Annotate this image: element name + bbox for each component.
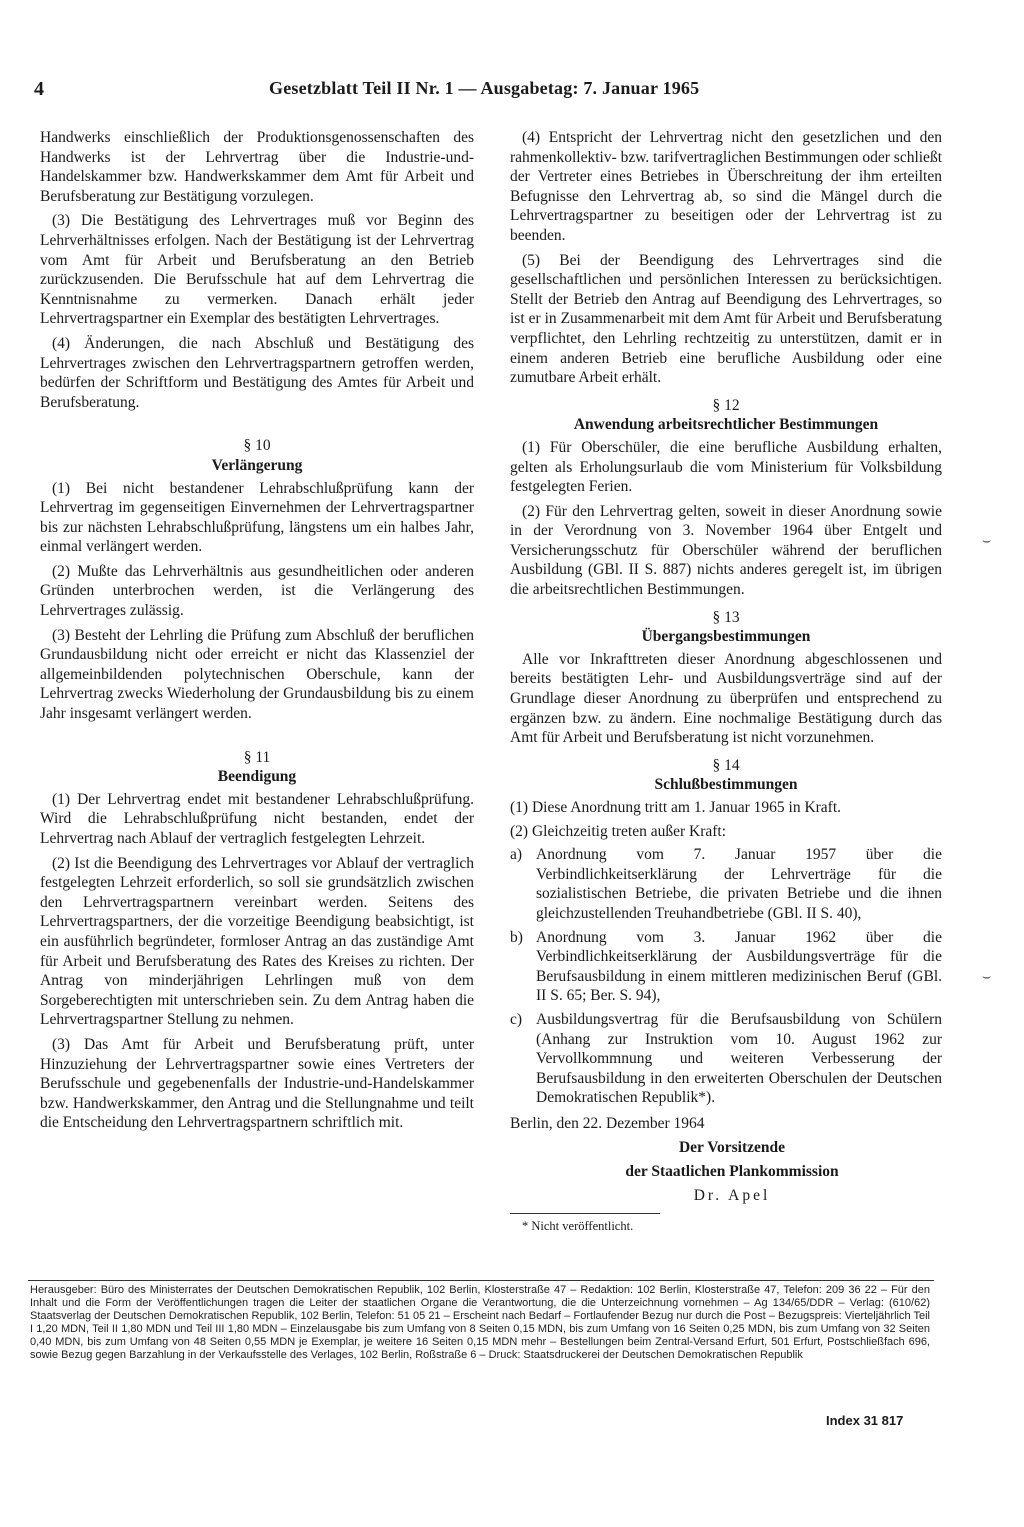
paragraph: (4) Entspricht der Lehrvertrag nicht den gesetzlichen und den rahmenkollektiv- bzw. tarifvertraglichen Bestimmungen oder schließt der Vertreter eines Betriebes in Überschreitung der ihm erteilten Befugnisse den Lehrvertrag ab, so sind die Mängel durch die Lehrvertragspartner zu beseitigen oder der Lehrvertrag ist zu beenden. [510, 129, 942, 244]
section-number: § 14 [712, 756, 740, 774]
margin-mark: ⌣ [982, 970, 992, 985]
paragraph: (1) Der Lehrvertrag endet mit bestandener Lehrabschlußprüfung. Wird die Lehrabschlußprüfung nicht bestanden, endet der Lehrvertrag nach Ablauf der vertraglich festgelegten Lehrzeit. [40, 790, 474, 847]
list-item-text: Ausbildungsvertrag für die Berufsausbildung von Schülern (Anhang zur Instruktion vom 10. August 1962 zur Vervollkommnung und weiteren Verbesserung der Berufsausbildung in den erweiterten Oberschulen der Deutschen Demokratischen Republik*). [536, 1010, 942, 1107]
paragraph: (1) Für Oberschüler, die eine berufliche Ausbildung erhalten, gelten als Erholungsurlaub die vom Ministerium für Volksbildung festgelegten Ferien. [510, 438, 942, 496]
list-item [510, 928, 942, 1006]
signatory-name: Dr. Apel [693, 1186, 771, 1204]
section-number: § 13 [712, 608, 740, 626]
section-title: Anwendung arbeitsrechtlicher Bestimmungen [573, 416, 879, 434]
paragraph: Alle vor Inkrafttreten dieser Anordnung abgeschlossenen und bereits bestätigten Lehr- und Ausbildungsverträge sind auf der Grundlage dieser Anordnung zu überprüfen und entsprechend zu ergänzen bzw. zu ändern. Eine nochmalige Bestätigung durch das Amt für Arbeit und Berufsberatung ist nicht vorzunehmen. [510, 650, 942, 747]
paragraph: Handwerks einschließlich der Produktionsgenossenschaften des Handwerks ist der Lehrvertrag über die Industrie-und-Handelskammer bzw. Handwerkskammer dem Amt für Arbeit und Berufsberatung zur Bestätigung vorzulegen. [40, 129, 474, 205]
signatory-office: der Staatlichen Plankommission [625, 1162, 839, 1180]
list-item [510, 845, 942, 923]
list-item-text: Anordnung vom 7. Januar 1957 über die Verbindlichkeitserklärung der Lehrverträge für die sozialistischen Betriebe, die privaten Betriebe und die ihnen gleichzustellenden Treuhandbetriebe (GBl. II S. 40), [536, 846, 942, 922]
imprint-text: Herausgeber: Büro des Ministerrates der Deutschen Demokratischen Republik, 102 Berlin, Klosterstraße 47 – Redaktion: 102 Berlin, Klosterstraße 47, Telefon: 209 36 22 – Für den Inhalt und die Form der Veröffentlichungen tragen die Leiter der staatlichen Organe die Verantwortung, die die Unterzeichnung vornehmen – Ag 134/65/DDR – Verlag: (610/62) Staatsverlag der Deutschen Demokratischen Republik, 102 Berlin, Telefon: 51 05 21 – Erscheint nach Bedarf – Fortlaufender Bezug nur durch die Post – Bezugspreis: Vierteljährlich Teil I 1,20 MDN, Teil II 1,80 MDN und Teil III 1,80 MDN – Einzelausgabe bis zum Umfang von 8 Seiten 0,15 MDN, bis zum Umfang von 16 Seiten 0,25 MDN, bis zum Umfang von 32 Seiten 0,40 MDN, bis zum Umfang von 48 Seiten 0,55 MDN je Exemplar, je weitere 16 Seiten 0,15 MDN mehr – Bestellungen beim Zentral-Versand Erfurt, 501 Erfurt, Postschließfach 696, sowie Bezug gegen Barzahlung in der Verkaufsstelle des Verlages, 102 Berlin, Roßstraße 6 – Druck: Staatsdruckerei der Deutschen Demokratischen Republik [30, 1284, 930, 1361]
footnote: * Nicht veröffentlicht. [522, 1219, 634, 1234]
section-number: § 12 [712, 396, 740, 414]
section-number: § 10 [243, 437, 271, 455]
paragraph: (2) Gleichzeitig treten außer Kraft: [510, 822, 727, 840]
page-number: 4 [34, 78, 44, 100]
index-number: Index 31 817 [826, 1413, 904, 1428]
section-title: Verlängerung [211, 456, 303, 474]
section-title: Beendigung [217, 768, 297, 786]
left-column [40, 128, 474, 1138]
section-title: Schlußbestimmungen [654, 776, 798, 794]
paragraph: (2) Ist die Beendigung des Lehrvertrages vor Ablauf der vertraglich festgelegten Lehrzeit erforderlich, so soll sie grundsätzlich zwischen den Lehrvertragspartnern vereinbart werden. Seitens des Lehrvertragspartners, der die vorzeitige Beendigung beabsichtigt, ist ein ausführlich begründeter, formloser Antrag an das zuständige Amt für Arbeit und Berufsberatung des Rates des Kreises zu richten. Der Antrag von minderjährigen Lehrlingen muß von dem Sorgeberechtigten mit unterschrieben sein. Zu dem Antrag haben die Lehrvertragspartner Stellung zu nehmen. [40, 854, 474, 1029]
section-number: § 11 [243, 748, 271, 766]
list-marker: c) [510, 1010, 523, 1028]
paragraph: (3) Die Bestätigung des Lehrvertrages muß vor Beginn des Lehrverhältnisses erfolgen. Nach der Bestätigung ist der Lehrvertrag vom Amt für Arbeit und Berufsberatung an den Betrieb zurückzusenden. Die Berufsschule hat auf dem Lehrvertrag die Kenntnisnahme zu vermerken. Danach erhält jeder Lehrvertragspartner ein Exemplar des bestätigten Lehrvertrages. [40, 212, 474, 328]
repeal-list [510, 798, 942, 1108]
paragraph: (1) Bei nicht bestandener Lehrabschlußprüfung kann der Lehrvertrag im gegenseitigen Einvernehmen der Lehrvertragspartner bis zur nächsten Lehrabschlußprüfung, längstens um ein halbes Jahr, einmal verlängert werden. [40, 479, 474, 556]
list-item-text: Anordnung vom 3. Januar 1962 über die Verbindlichkeitserklärung der Ausbildungsverträge für die Berufsausbildung in einem mittleren medizinischen Beruf (GBl. II S. 65; Ber. S. 94), [536, 928, 942, 1005]
paragraph: (3) Besteht der Lehrling die Prüfung zum Abschluß der beruflichen Grundausbildung nicht oder erreicht er nicht das Klassenziel der allgemeinbildenden polytechnischen Oberschule, kann der Lehrvertrag zwecks Wiederholung der Grundausbildung bis zu einem Jahr insgesamt verlängert werden. [40, 626, 474, 723]
paragraph: (4) Änderungen, die nach Abschluß und Bestätigung des Lehrvertrages zwischen den Lehrvertragspartnern getroffen werden, bedürfen der Schriftform und Bestätigung des Amtes für Arbeit und Berufsberatung. [40, 334, 474, 411]
right-column [510, 128, 942, 1242]
footnote-divider [510, 1213, 660, 1214]
paragraph: (5) Bei der Beendigung des Lehrvertrages sind die gesellschaftlichen und persönlichen Interessen zu berücksichtigen. Stellt der Betrieb den Antrag auf Beendigung des Lehrvertrages, so ist er in Zusammenarbeit mit dem Amt für Arbeit und Berufsberatung verpflichtet, den Lehrling rechtzeitig zu unterstützen, damit er in einem anderen Betrieb eine berufliche Ausbildung oder eine zumutbare Arbeit erhält. [510, 251, 942, 387]
page-header [34, 78, 934, 104]
paragraph: (3) Das Amt für Arbeit und Berufsberatung prüft, unter Hinzuziehung der Lehrvertragspartner sowie eines Vertreters der Berufsschule und gegebenenfalls der Industrie-und-Handelskammer bzw. Handwerkskammer, den Antrag und die Stellungnahme und teilt die Entscheidung den Lehrvertragspartnern schriftlich mit. [40, 1035, 474, 1132]
list-marker: a) [510, 846, 523, 864]
margin-mark: ⌣ [982, 534, 992, 549]
imprint-divider [28, 1280, 934, 1281]
signatory-title: Der Vorsitzende [678, 1138, 786, 1156]
place-date: Berlin, den 22. Dezember 1964 [510, 1114, 705, 1132]
paragraph: (1) Diese Anordnung tritt am 1. Januar 1965 in Kraft. [510, 799, 842, 816]
paragraph: (2) Für den Lehrvertrag gelten, soweit in dieser Anordnung sowie in der Verordnung von 3. November 1964 über Entgelt und Versicherungsschutz für Oberschüler während der beruflichen Ausbildung (GBl. II S. 887) nichts anderes geregelt ist, im übrigen die arbeitsrechtlichen Bestimmungen. [510, 502, 942, 599]
header-title: Gesetzblatt Teil II Nr. 1 — Ausgabetag: 7. Januar 1965 [269, 78, 700, 98]
list-marker: b) [510, 928, 523, 946]
list-item [510, 1010, 942, 1108]
paragraph: (2) Mußte das Lehrverhältnis aus gesundheitlichen oder anderen Gründen unterbrochen werden, ist die Verlängerung des Lehrvertrages zulässig. [40, 562, 474, 620]
signature-block [510, 1114, 942, 1205]
section-title: Übergangsbestimmungen [641, 628, 811, 646]
